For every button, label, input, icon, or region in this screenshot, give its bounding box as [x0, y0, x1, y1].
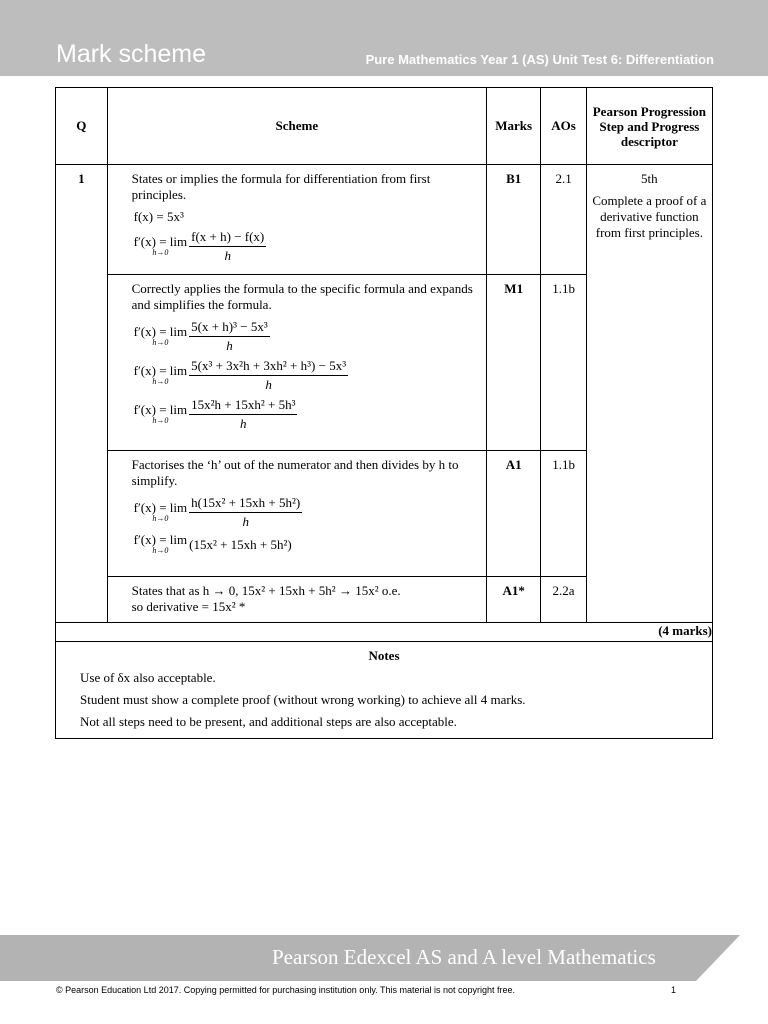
scheme-cell-2: [107, 275, 486, 451]
header-q: Q: [56, 88, 108, 165]
limit: [133, 362, 188, 387]
equation-3-2: [134, 534, 478, 556]
header-aos: AOs: [541, 88, 586, 165]
progression-cell: [586, 165, 712, 623]
ao-value: 2.1: [555, 171, 572, 186]
mark-scheme-table: [55, 87, 713, 739]
table-header-row: [56, 88, 713, 165]
fraction: [189, 397, 297, 432]
mark-value: B1: [506, 171, 522, 186]
ao-value: 1.1b: [552, 281, 575, 296]
header-subtitle: Pure Mathematics Year 1 (AS) Unit Test 6: Differentiation: [365, 52, 714, 67]
limit-sub: h→0: [152, 513, 169, 523]
limit-label: f′(x) = lim: [133, 323, 188, 339]
equation-2-1: [134, 319, 478, 354]
limit-sub: h→0: [152, 376, 169, 386]
note-line-1: Use of δx also acceptable.: [80, 670, 216, 685]
denominator: h: [265, 377, 272, 392]
page-number: 1: [671, 985, 677, 995]
numerator: f(x + h) − f(x): [189, 229, 266, 247]
scheme-cell-4: [107, 577, 486, 623]
progression-descriptor: Complete a proof of a derivative function from first principles.: [592, 193, 707, 240]
fraction: [189, 358, 348, 393]
copyright-notice: © Pearson Education Ltd 2017. Copying permitted for purchasing institution only. This material is not copyright free.: [56, 985, 516, 995]
equation-3-1: [134, 495, 478, 530]
marks-cell-1: [486, 165, 540, 275]
equation-1-1: [134, 209, 478, 225]
fraction: [189, 229, 266, 264]
notes-row: [56, 642, 713, 739]
limit: [134, 534, 188, 556]
numerator: h(15x² + 15xh + 5h²): [189, 495, 302, 513]
denominator: h: [226, 338, 233, 353]
total-row: [56, 623, 713, 642]
marks-cell-4: [486, 577, 540, 623]
notes-cell: [56, 642, 713, 739]
total-marks: (4 marks): [56, 623, 713, 642]
mark-value: A1: [505, 457, 522, 472]
ao-value: 2.2a: [552, 583, 575, 598]
limit-label: f′(x) = lim: [133, 499, 188, 515]
marks-cell-3: [486, 451, 540, 577]
ao-value: 1.1b: [552, 457, 575, 472]
limit-label: f′(x) = lim: [133, 362, 188, 378]
marks-cell-2: [486, 275, 540, 451]
limit-sub: h→0: [152, 247, 169, 257]
expression: (15x² + 15xh + 5h²): [189, 537, 292, 552]
denominator: h: [224, 248, 231, 263]
equation-text: f(x) = 5x³: [133, 209, 184, 224]
ao-cell-4: [541, 577, 586, 623]
mark-value: A1*: [502, 583, 525, 598]
scheme-text-3: Factorises the ‘h’ out of the numerator and then divides by h to simplify.: [131, 457, 459, 488]
ao-cell-2: [541, 275, 586, 451]
notes-title: Notes: [368, 648, 400, 663]
scheme-cell-3: [107, 451, 486, 577]
header-scheme: Scheme: [107, 88, 486, 165]
equation-2-3: [134, 397, 478, 432]
scheme-text-4b: so derivative = 15x² *: [131, 599, 246, 614]
limit-label: f′(x) = lim: [133, 401, 188, 417]
page-header: [0, 0, 768, 76]
numerator: 5(x³ + 3x²h + 3xh² + h³) − 5x³: [189, 358, 348, 376]
header-progression: Pearson Progression Step and Progress descriptor: [586, 88, 712, 165]
scheme-text-2: Correctly applies the formula to the specific formula and expands and simplifies the formula.: [131, 281, 473, 312]
limit-sub: h→0: [152, 546, 169, 555]
limit-label: f′(x) = lim: [133, 233, 188, 249]
fraction: [189, 319, 270, 354]
footer-band-title: Pearson Edexcel AS and A level Mathematics: [272, 945, 656, 969]
ao-cell-3: [541, 451, 586, 577]
scheme-cell-1: [107, 165, 486, 275]
limit: [133, 323, 188, 348]
numerator: 5(x + h)³ − 5x³: [189, 319, 270, 337]
ao-cell-1: [541, 165, 586, 275]
progression-step: 5th: [641, 171, 658, 186]
limit-label: f′(x) = lim: [133, 532, 188, 547]
scheme-text-4a: States that as h → 0, 15x² + 15xh + 5h² → 15x² o.e.: [131, 583, 401, 598]
question-number-cell: [56, 165, 108, 623]
fraction: [189, 495, 302, 530]
note-line-3: Not all steps need to be present, and additional steps are also acceptable.: [80, 714, 457, 729]
denominator: h: [240, 416, 247, 431]
numerator: 15x²h + 15xh² + 5h³: [189, 397, 297, 415]
limit: [133, 233, 188, 258]
scheme-row-1: [56, 165, 713, 275]
question-number: 1: [78, 171, 85, 186]
limit: [133, 499, 188, 524]
header-title: Mark scheme: [56, 40, 207, 68]
equation-2-2: [134, 358, 478, 393]
limit-sub: h→0: [152, 337, 169, 347]
scheme-text-1: States or implies the formula for differentiation from first principles.: [131, 171, 431, 202]
equation-1-2: [134, 229, 478, 264]
denominator: h: [242, 514, 249, 529]
limit: [133, 401, 188, 426]
limit-sub: h→0: [152, 415, 169, 425]
header-marks: Marks: [486, 88, 540, 165]
note-line-2: Student must show a complete proof (without wrong working) to achieve all 4 marks.: [80, 692, 526, 707]
mark-value: M1: [504, 281, 524, 296]
